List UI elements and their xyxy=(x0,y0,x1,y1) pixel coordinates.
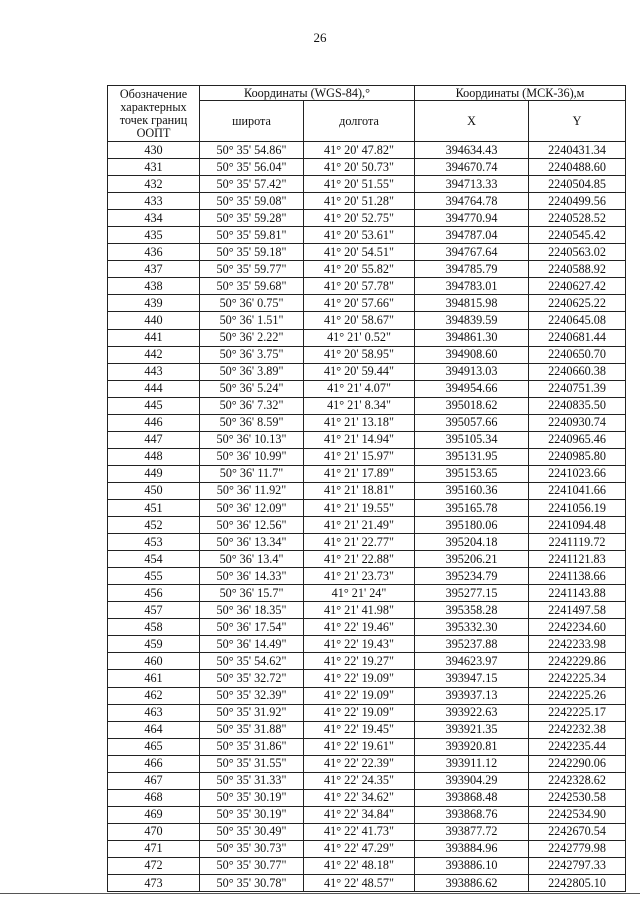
longitude-cell: 41° 22' 19.43" xyxy=(304,636,415,653)
table-row xyxy=(108,346,626,363)
x-coordinate-cell: 393921.35 xyxy=(415,721,529,738)
x-coordinate-cell: 395160.36 xyxy=(415,482,529,499)
latitude-cell: 50° 36' 0.75" xyxy=(200,295,304,312)
longitude-cell: 41° 21' 13.18" xyxy=(304,414,415,431)
latitude-cell: 50° 36' 11.7" xyxy=(200,465,304,482)
table-row xyxy=(108,619,626,636)
table-row xyxy=(108,227,626,244)
table-row xyxy=(108,329,626,346)
point-id-cell: 455 xyxy=(108,568,200,585)
table-row xyxy=(108,499,626,516)
x-coordinate-cell: 395057.66 xyxy=(415,414,529,431)
y-coordinate-cell: 2242225.17 xyxy=(529,704,626,721)
point-id-cell: 448 xyxy=(108,448,200,465)
x-coordinate-cell: 395234.79 xyxy=(415,568,529,585)
table-row xyxy=(108,840,626,857)
y-coordinate-cell: 2242805.10 xyxy=(529,875,626,892)
longitude-cell: 41° 20' 53.61" xyxy=(304,227,415,244)
y-coordinate-cell: 2241094.48 xyxy=(529,517,626,534)
y-coordinate-cell: 2242233.98 xyxy=(529,636,626,653)
point-id-cell: 430 xyxy=(108,142,200,159)
x-coordinate-cell: 393947.15 xyxy=(415,670,529,687)
point-id-cell: 456 xyxy=(108,585,200,602)
x-coordinate-cell: 393886.10 xyxy=(415,857,529,874)
x-coordinate-cell: 394783.01 xyxy=(415,278,529,295)
y-coordinate-cell: 2240660.38 xyxy=(529,363,626,380)
longitude-cell: 41° 20' 51.55" xyxy=(304,176,415,193)
table-row xyxy=(108,875,626,892)
longitude-cell: 41° 21' 22.77" xyxy=(304,534,415,551)
longitude-cell: 41° 22' 19.09" xyxy=(304,687,415,704)
x-coordinate-cell: 394839.59 xyxy=(415,312,529,329)
point-id-cell: 437 xyxy=(108,261,200,278)
table-row xyxy=(108,363,626,380)
y-coordinate-cell: 2242328.62 xyxy=(529,772,626,789)
x-coordinate-cell: 395204.18 xyxy=(415,534,529,551)
page-bottom-rule xyxy=(0,893,640,894)
table-row xyxy=(108,261,626,278)
x-coordinate-cell: 395153.65 xyxy=(415,465,529,482)
longitude-cell: 41° 20' 50.73" xyxy=(304,159,415,176)
longitude-cell: 41° 22' 34.62" xyxy=(304,789,415,806)
latitude-cell: 50° 35' 54.62" xyxy=(200,653,304,670)
point-id-cell: 463 xyxy=(108,704,200,721)
point-id-cell: 449 xyxy=(108,465,200,482)
point-id-cell: 435 xyxy=(108,227,200,244)
longitude-cell: 41° 22' 19.09" xyxy=(304,670,415,687)
table-row xyxy=(108,755,626,772)
y-coordinate-cell: 2241041.66 xyxy=(529,482,626,499)
designation-header: Обозначение характерных точек границ ООПТ xyxy=(108,86,200,142)
point-id-cell: 439 xyxy=(108,295,200,312)
point-id-cell: 454 xyxy=(108,551,200,568)
latitude-cell: 50° 36' 3.89" xyxy=(200,363,304,380)
x-coordinate-cell: 394861.30 xyxy=(415,329,529,346)
table-row xyxy=(108,482,626,499)
table-row xyxy=(108,551,626,568)
longitude-cell: 41° 20' 57.78" xyxy=(304,278,415,295)
x-coordinate-cell: 394764.78 xyxy=(415,193,529,210)
table-row xyxy=(108,210,626,227)
wgs-coordinates-header: Координаты (WGS-84),° xyxy=(200,86,415,101)
x-coordinate-cell: 393904.29 xyxy=(415,772,529,789)
latitude-cell: 50° 35' 30.19" xyxy=(200,789,304,806)
x-coordinate-cell: 394785.79 xyxy=(415,261,529,278)
latitude-cell: 50° 35' 32.39" xyxy=(200,687,304,704)
table-row xyxy=(108,568,626,585)
latitude-cell: 50° 35' 59.28" xyxy=(200,210,304,227)
y-coordinate-cell: 2240545.42 xyxy=(529,227,626,244)
x-coordinate-cell: 394670.74 xyxy=(415,159,529,176)
x-coordinate-cell: 394623.97 xyxy=(415,653,529,670)
y-coordinate-cell: 2241497.58 xyxy=(529,602,626,619)
point-id-cell: 459 xyxy=(108,636,200,653)
longitude-cell: 41° 21' 22.88" xyxy=(304,551,415,568)
page-number: 26 xyxy=(313,30,327,45)
table-row xyxy=(108,278,626,295)
longitude-cell: 41° 21' 24" xyxy=(304,585,415,602)
x-coordinate-cell: 395206.21 xyxy=(415,551,529,568)
coordinates-table xyxy=(107,85,626,892)
longitude-header: долгота xyxy=(304,101,415,142)
table-row xyxy=(108,534,626,551)
latitude-cell: 50° 35' 59.68" xyxy=(200,278,304,295)
longitude-cell: 41° 20' 58.95" xyxy=(304,346,415,363)
table-row xyxy=(108,585,626,602)
latitude-cell: 50° 35' 30.78" xyxy=(200,875,304,892)
y-coordinate-cell: 2242779.98 xyxy=(529,840,626,857)
latitude-cell: 50° 36' 12.09" xyxy=(200,499,304,516)
point-id-cell: 443 xyxy=(108,363,200,380)
x-coordinate-cell: 393884.96 xyxy=(415,840,529,857)
latitude-cell: 50° 35' 30.73" xyxy=(200,840,304,857)
longitude-cell: 41° 22' 22.39" xyxy=(304,755,415,772)
latitude-cell: 50° 36' 13.4" xyxy=(200,551,304,568)
table-row xyxy=(108,142,626,159)
longitude-cell: 41° 21' 41.98" xyxy=(304,602,415,619)
x-coordinate-cell: 393868.48 xyxy=(415,789,529,806)
table-row xyxy=(108,295,626,312)
latitude-cell: 50° 35' 31.55" xyxy=(200,755,304,772)
y-coordinate-cell: 2240431.34 xyxy=(529,142,626,159)
table-row xyxy=(108,602,626,619)
table-row xyxy=(108,738,626,755)
x-coordinate-cell: 394634.43 xyxy=(415,142,529,159)
latitude-cell: 50° 36' 2.22" xyxy=(200,329,304,346)
point-id-cell: 434 xyxy=(108,210,200,227)
y-coordinate-cell: 2242232.38 xyxy=(529,721,626,738)
longitude-cell: 41° 20' 52.75" xyxy=(304,210,415,227)
y-coordinate-cell: 2241121.83 xyxy=(529,551,626,568)
table-row xyxy=(108,687,626,704)
table-row xyxy=(108,380,626,397)
point-id-cell: 457 xyxy=(108,602,200,619)
latitude-cell: 50° 36' 15.7" xyxy=(200,585,304,602)
latitude-cell: 50° 35' 31.86" xyxy=(200,738,304,755)
x-coordinate-cell: 395237.88 xyxy=(415,636,529,653)
longitude-cell: 41° 22' 19.27" xyxy=(304,653,415,670)
point-id-cell: 470 xyxy=(108,823,200,840)
latitude-cell: 50° 36' 10.99" xyxy=(200,448,304,465)
y-coordinate-cell: 2240835.50 xyxy=(529,397,626,414)
point-id-cell: 467 xyxy=(108,772,200,789)
point-id-cell: 440 xyxy=(108,312,200,329)
longitude-cell: 41° 22' 19.45" xyxy=(304,721,415,738)
longitude-cell: 41° 21' 15.97" xyxy=(304,448,415,465)
table-row xyxy=(108,448,626,465)
longitude-cell: 41° 21' 23.73" xyxy=(304,568,415,585)
longitude-cell: 41° 22' 34.84" xyxy=(304,806,415,823)
longitude-cell: 41° 20' 54.51" xyxy=(304,244,415,261)
x-coordinate-cell: 395180.06 xyxy=(415,517,529,534)
table-row xyxy=(108,244,626,261)
y-coordinate-cell: 2242225.34 xyxy=(529,670,626,687)
y-coordinate-cell: 2240504.85 xyxy=(529,176,626,193)
point-id-cell: 452 xyxy=(108,517,200,534)
y-coordinate-cell: 2240588.92 xyxy=(529,261,626,278)
point-id-cell: 445 xyxy=(108,397,200,414)
y-coordinate-cell: 2240930.74 xyxy=(529,414,626,431)
x-coordinate-cell: 394954.66 xyxy=(415,380,529,397)
x-coordinate-cell: 394787.04 xyxy=(415,227,529,244)
longitude-cell: 41° 22' 41.73" xyxy=(304,823,415,840)
point-id-cell: 473 xyxy=(108,875,200,892)
y-coordinate-cell: 2240965.46 xyxy=(529,431,626,448)
x-coordinate-cell: 393886.62 xyxy=(415,875,529,892)
longitude-cell: 41° 21' 8.34" xyxy=(304,397,415,414)
point-id-cell: 441 xyxy=(108,329,200,346)
longitude-cell: 41° 20' 57.66" xyxy=(304,295,415,312)
table-row xyxy=(108,414,626,431)
x-coordinate-cell: 395131.95 xyxy=(415,448,529,465)
longitude-cell: 41° 22' 24.35" xyxy=(304,772,415,789)
point-id-cell: 453 xyxy=(108,534,200,551)
y-coordinate-cell: 2240528.52 xyxy=(529,210,626,227)
y-coordinate-cell: 2240645.08 xyxy=(529,312,626,329)
y-coordinate-cell: 2240563.02 xyxy=(529,244,626,261)
x-coordinate-cell: 395358.28 xyxy=(415,602,529,619)
y-coordinate-cell: 2242534.90 xyxy=(529,806,626,823)
point-id-cell: 438 xyxy=(108,278,200,295)
table-row xyxy=(108,653,626,670)
latitude-cell: 50° 35' 59.08" xyxy=(200,193,304,210)
longitude-cell: 41° 20' 47.82" xyxy=(304,142,415,159)
latitude-cell: 50° 36' 1.51" xyxy=(200,312,304,329)
x-coordinate-cell: 394713.33 xyxy=(415,176,529,193)
latitude-cell: 50° 36' 18.35" xyxy=(200,602,304,619)
x-coordinate-cell: 394913.03 xyxy=(415,363,529,380)
point-id-cell: 460 xyxy=(108,653,200,670)
latitude-cell: 50° 35' 30.49" xyxy=(200,823,304,840)
x-coordinate-cell: 394770.94 xyxy=(415,210,529,227)
point-id-cell: 468 xyxy=(108,789,200,806)
x-header: X xyxy=(415,101,529,142)
point-id-cell: 466 xyxy=(108,755,200,772)
y-coordinate-cell: 2240625.22 xyxy=(529,295,626,312)
point-id-cell: 461 xyxy=(108,670,200,687)
table-row xyxy=(108,636,626,653)
longitude-cell: 41° 21' 4.07" xyxy=(304,380,415,397)
table-row xyxy=(108,159,626,176)
latitude-cell: 50° 36' 14.49" xyxy=(200,636,304,653)
y-coordinate-cell: 2241138.66 xyxy=(529,568,626,585)
latitude-cell: 50° 35' 30.77" xyxy=(200,857,304,874)
x-coordinate-cell: 393868.76 xyxy=(415,806,529,823)
table-row xyxy=(108,517,626,534)
y-coordinate-cell: 2242797.33 xyxy=(529,857,626,874)
latitude-cell: 50° 35' 54.86" xyxy=(200,142,304,159)
table-row xyxy=(108,806,626,823)
x-coordinate-cell: 393877.72 xyxy=(415,823,529,840)
point-id-cell: 464 xyxy=(108,721,200,738)
y-coordinate-cell: 2242235.44 xyxy=(529,738,626,755)
point-id-cell: 447 xyxy=(108,431,200,448)
latitude-cell: 50° 36' 12.56" xyxy=(200,517,304,534)
latitude-cell: 50° 36' 14.33" xyxy=(200,568,304,585)
coordinates-table-body xyxy=(108,142,626,892)
y-coordinate-cell: 2242290.06 xyxy=(529,755,626,772)
y-coordinate-cell: 2241119.72 xyxy=(529,534,626,551)
latitude-cell: 50° 36' 17.54" xyxy=(200,619,304,636)
point-id-cell: 462 xyxy=(108,687,200,704)
x-coordinate-cell: 393922.63 xyxy=(415,704,529,721)
point-id-cell: 431 xyxy=(108,159,200,176)
y-coordinate-cell: 2240681.44 xyxy=(529,329,626,346)
longitude-cell: 41° 21' 21.49" xyxy=(304,517,415,534)
latitude-cell: 50° 36' 11.92" xyxy=(200,482,304,499)
x-coordinate-cell: 393937.13 xyxy=(415,687,529,704)
x-coordinate-cell: 394908.60 xyxy=(415,346,529,363)
point-id-cell: 458 xyxy=(108,619,200,636)
longitude-cell: 41° 21' 18.81" xyxy=(304,482,415,499)
longitude-cell: 41° 20' 51.28" xyxy=(304,193,415,210)
x-coordinate-cell: 395165.78 xyxy=(415,499,529,516)
y-coordinate-cell: 2240985.80 xyxy=(529,448,626,465)
table-row xyxy=(108,670,626,687)
longitude-cell: 41° 21' 19.55" xyxy=(304,499,415,516)
table-row xyxy=(108,772,626,789)
point-id-cell: 436 xyxy=(108,244,200,261)
latitude-header: широта xyxy=(200,101,304,142)
latitude-cell: 50° 35' 32.72" xyxy=(200,670,304,687)
point-id-cell: 432 xyxy=(108,176,200,193)
y-coordinate-cell: 2242229.86 xyxy=(529,653,626,670)
y-coordinate-cell: 2241143.88 xyxy=(529,585,626,602)
point-id-cell: 472 xyxy=(108,857,200,874)
latitude-cell: 50° 35' 31.92" xyxy=(200,704,304,721)
point-id-cell: 444 xyxy=(108,380,200,397)
y-coordinate-cell: 2240499.56 xyxy=(529,193,626,210)
y-coordinate-cell: 2240650.70 xyxy=(529,346,626,363)
y-coordinate-cell: 2240627.42 xyxy=(529,278,626,295)
table-row xyxy=(108,857,626,874)
y-coordinate-cell: 2242234.60 xyxy=(529,619,626,636)
y-coordinate-cell: 2241056.19 xyxy=(529,499,626,516)
y-header: Y xyxy=(529,101,626,142)
point-id-cell: 469 xyxy=(108,806,200,823)
table-row xyxy=(108,823,626,840)
y-coordinate-cell: 2241023.66 xyxy=(529,465,626,482)
table-row xyxy=(108,176,626,193)
table-row xyxy=(108,312,626,329)
longitude-cell: 41° 22' 48.57" xyxy=(304,875,415,892)
longitude-cell: 41° 20' 55.82" xyxy=(304,261,415,278)
point-id-cell: 451 xyxy=(108,499,200,516)
y-coordinate-cell: 2240751.39 xyxy=(529,380,626,397)
latitude-cell: 50° 36' 3.75" xyxy=(200,346,304,363)
table-row xyxy=(108,789,626,806)
latitude-cell: 50° 36' 10.13" xyxy=(200,431,304,448)
longitude-cell: 41° 20' 59.44" xyxy=(304,363,415,380)
latitude-cell: 50° 35' 59.18" xyxy=(200,244,304,261)
latitude-cell: 50° 35' 59.77" xyxy=(200,261,304,278)
x-coordinate-cell: 394815.98 xyxy=(415,295,529,312)
longitude-cell: 41° 20' 58.67" xyxy=(304,312,415,329)
y-coordinate-cell: 2242670.54 xyxy=(529,823,626,840)
point-id-cell: 446 xyxy=(108,414,200,431)
table-row xyxy=(108,431,626,448)
longitude-cell: 41° 21' 0.52" xyxy=(304,329,415,346)
latitude-cell: 50° 36' 5.24" xyxy=(200,380,304,397)
x-coordinate-cell: 394767.64 xyxy=(415,244,529,261)
latitude-cell: 50° 35' 31.33" xyxy=(200,772,304,789)
latitude-cell: 50° 36' 7.32" xyxy=(200,397,304,414)
longitude-cell: 41° 22' 48.18" xyxy=(304,857,415,874)
latitude-cell: 50° 36' 13.34" xyxy=(200,534,304,551)
table-row xyxy=(108,704,626,721)
longitude-cell: 41° 22' 19.46" xyxy=(304,619,415,636)
point-id-cell: 450 xyxy=(108,482,200,499)
point-id-cell: 471 xyxy=(108,840,200,857)
table-row xyxy=(108,193,626,210)
latitude-cell: 50° 35' 57.42" xyxy=(200,176,304,193)
table-row xyxy=(108,465,626,482)
longitude-cell: 41° 21' 17.89" xyxy=(304,465,415,482)
y-coordinate-cell: 2242530.58 xyxy=(529,789,626,806)
latitude-cell: 50° 35' 56.04" xyxy=(200,159,304,176)
x-coordinate-cell: 393911.12 xyxy=(415,755,529,772)
latitude-cell: 50° 35' 31.88" xyxy=(200,721,304,738)
y-coordinate-cell: 2240488.60 xyxy=(529,159,626,176)
point-id-cell: 465 xyxy=(108,738,200,755)
latitude-cell: 50° 35' 30.19" xyxy=(200,806,304,823)
x-coordinate-cell: 395332.30 xyxy=(415,619,529,636)
point-id-cell: 442 xyxy=(108,346,200,363)
point-id-cell: 433 xyxy=(108,193,200,210)
longitude-cell: 41° 22' 19.09" xyxy=(304,704,415,721)
x-coordinate-cell: 395277.15 xyxy=(415,585,529,602)
latitude-cell: 50° 36' 8.59" xyxy=(200,414,304,431)
x-coordinate-cell: 395018.62 xyxy=(415,397,529,414)
x-coordinate-cell: 395105.34 xyxy=(415,431,529,448)
x-coordinate-cell: 393920.81 xyxy=(415,738,529,755)
latitude-cell: 50° 35' 59.81" xyxy=(200,227,304,244)
longitude-cell: 41° 22' 47.29" xyxy=(304,840,415,857)
table-row xyxy=(108,397,626,414)
msk-coordinates-header: Координаты (МСК-36),м xyxy=(415,86,626,101)
table-row xyxy=(108,721,626,738)
longitude-cell: 41° 22' 19.61" xyxy=(304,738,415,755)
y-coordinate-cell: 2242225.26 xyxy=(529,687,626,704)
longitude-cell: 41° 21' 14.94" xyxy=(304,431,415,448)
